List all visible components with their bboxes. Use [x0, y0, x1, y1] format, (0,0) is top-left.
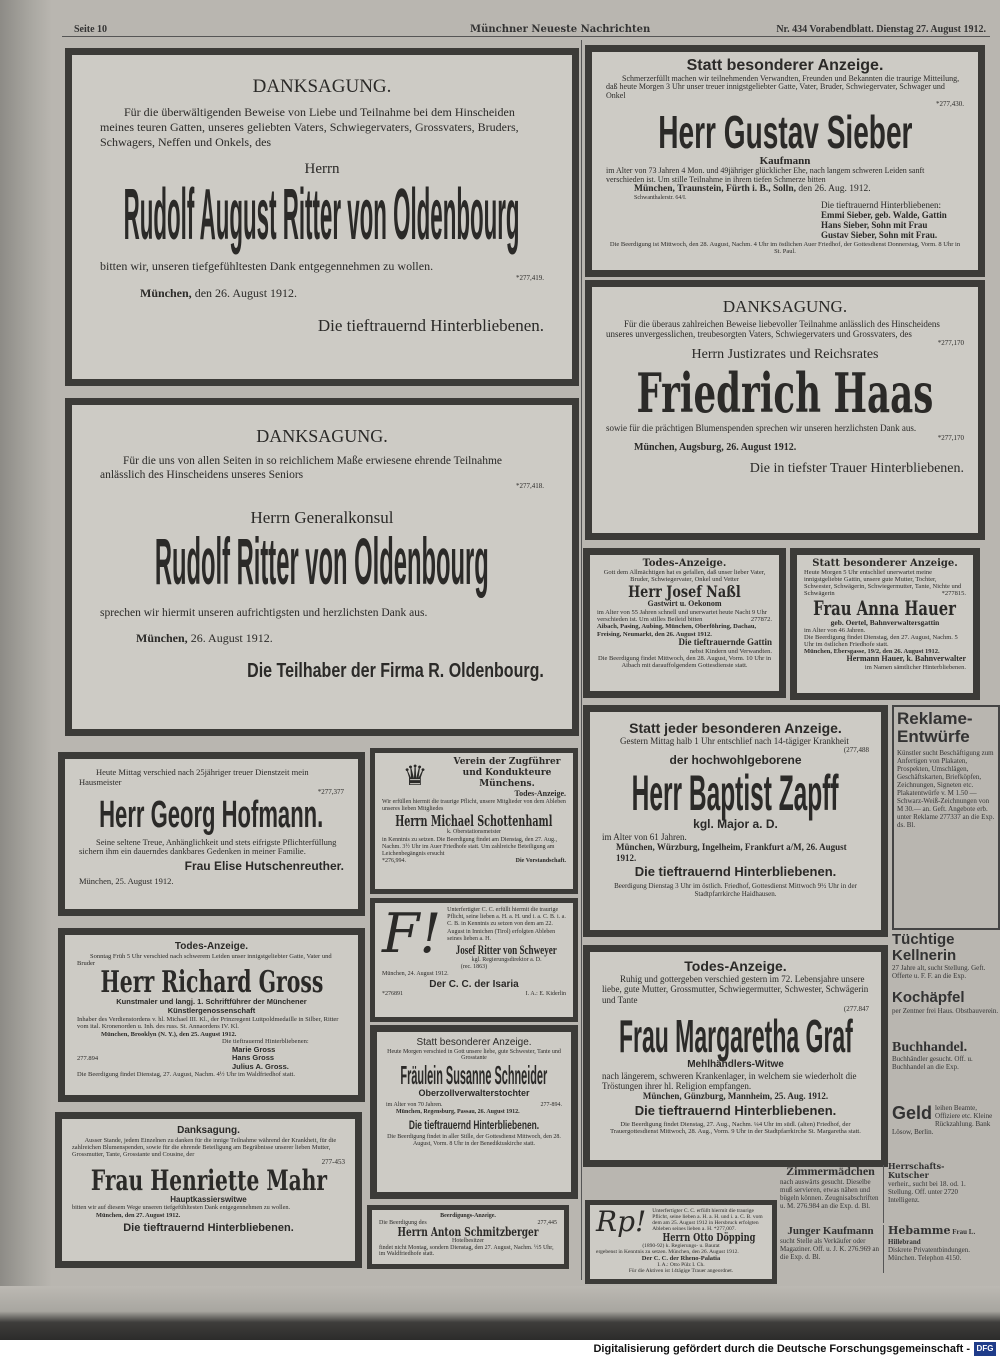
deceased-name: Josef Ritter von Schweyer: [456, 942, 558, 958]
deceased-name: Herrn Michael Schottenhaml: [395, 811, 553, 830]
classified-zimmermaedchen: [780, 1165, 884, 1223]
classified-text: leihen Beamte, Offiziere etc. Kleine Rückzahlung. Bank Lösow, Berlin.: [892, 1104, 993, 1137]
notice-text-2: nach längerem, schweren Krankenlager, in welchem sie wiederholt die Tröstungen ihrer hl. Religion empfangen.: [602, 1070, 857, 1092]
notice-hauer: [790, 548, 980, 700]
classified-title: Tüchtige Kellnerin: [892, 931, 957, 964]
place-date: München, Augsburg, 26. August 1912.: [634, 441, 797, 453]
thanks-text: bitten wir auf diesem Wege unseren tiefgefühltesten Dank entgegennehmen zu wollen.: [72, 1204, 291, 1212]
thanks-text: bitten wir, unseren tiefgefühltesten Dank entgegennehmen zu wollen.: [100, 258, 434, 273]
reference-number: 277,445: [537, 1219, 557, 1226]
notice-text: Heute Morgen verschied in Gott unsere liebe, gute Schwester, Tante und Grosstante: [387, 1048, 561, 1062]
header-rule: [62, 36, 990, 37]
honorific: Herrn Justizrates und Reichsrates: [691, 347, 879, 363]
funeral-info: Die Beerdigung findet Dienstag, den 27. August, Nachm. 5 Uhr im östlichen Friedhofe statt.: [804, 633, 958, 649]
notice-title: Todes-Anzeige.: [174, 941, 249, 952]
places: München, Günzburg, Mannheim, 25. Aug. 1912.: [642, 1091, 829, 1102]
notice-gross: [58, 928, 365, 1102]
notice-title: DANKSAGUNG.: [722, 297, 848, 316]
places: München, Brooklyn (N. Y.), den 25. August 1912.: [101, 1030, 237, 1038]
signature-heading: Die tieftrauernd Hinterbliebenen:: [222, 1038, 309, 1046]
notice-schmitzberger: [367, 1205, 569, 1269]
honorific: der hochwohlgeborene: [669, 753, 802, 768]
notice-text: Die Beerdigung des: [379, 1219, 427, 1226]
notice-title: Statt besonderer Anzeige.: [686, 57, 884, 74]
classified-text: Künstler sucht Beschäftigung zum Anfertigen von Plakaten, Prospekten, Umschlägen, Geschäftskarten, Briefköpfen, Zeichnungen, Signeten etc. Plakatentwürfe v. M 1.50 — Schwarz-Weiß-Zeichnungen von M 30.— an. Geft. Angebote erb. unter Reklame 277337 an die Exp. ds. Bl.: [897, 748, 995, 830]
classified-title: Buchhandel.: [892, 1040, 968, 1055]
notice-text: Gestern Mittag halb 1 Uhr entschlief nach 14-tägiger Krankheit: [620, 736, 849, 747]
deceased-name: Friedrich Haas: [636, 361, 934, 426]
age: im Alter von 61 Jahren.: [602, 832, 687, 843]
classified-title: Hebamme: [888, 1224, 951, 1237]
reference-number: (277.847: [843, 1005, 869, 1014]
signature-2: I. A.: Otto Pülz I. Ch.: [657, 1262, 705, 1269]
place-date: München, den 27. August 1912.: [96, 1211, 181, 1219]
notice-title: Todes-Anzeige.: [514, 789, 566, 799]
signature: Die Teilhaber der Firma R. Oldenbourg.: [247, 659, 544, 682]
funeral-info: Die Beerdigung findet Mittwoch, den 28. August, Vorm. 10 Uhr in Aibach mit darauffolgendem Gottesdienste statt.: [597, 654, 772, 669]
places: München, Würzburg, Ingelheim, Frankfurt a/M, 26. August 1912.: [616, 842, 847, 863]
notice-text: Ruhig und gottergeben verschied gestern im 72. Lebensjahre unsere liebe, gute Mutter, Grossmutter, Schwiegermutter, Schwester, Schwägerin und Tante: [602, 974, 869, 1005]
occupation: kgl. Regierungsdirektor a. D.: [471, 956, 542, 963]
reference-number: *277,170: [937, 339, 964, 348]
deceased-name: Herrn Otto Döpping: [662, 1231, 756, 1245]
notice-zapff: [583, 705, 888, 937]
classified-text: nach auswärts gesucht. Dieselbe muß servieren, etwas nähen und bügeln können. Zeugnisabschriften u. M. 276.984 an die Exp. d. Bl.: [780, 1178, 879, 1211]
signature: Die tieftrauernde Gattin: [678, 636, 772, 647]
reference-number: 277872.: [750, 616, 772, 624]
funeral-info: Die Beerdigung findet in aller Stille, der Gottesdienst Mittwoch, den 28. August, Vorm. 8 Uhr in der Benediktuskirche statt.: [387, 1134, 561, 1148]
signature: Frau Elise Hutschenreuther.: [184, 859, 344, 874]
deceased-name: Herr Georg Hofmann.: [99, 793, 324, 836]
signature: Die tieftrauernd Hinterbliebenen.: [634, 864, 837, 880]
signature-2: im Namen sämtlicher Hinterbliebenen.: [864, 664, 966, 672]
thanks-text: sprechen wir hiermit unseren aufrichtigsten und herzlichsten Dank aus.: [100, 607, 428, 620]
address: Schwanthalerstr. 64/I.: [634, 194, 687, 201]
place: München,: [140, 286, 192, 301]
notice-schweyer: [370, 898, 578, 1022]
honorific: Herrn Generalkonsul: [250, 508, 394, 527]
signature: Die tieftrauernd Hinterbliebenen.: [123, 1221, 294, 1234]
deceased-name: Frau Anna Hauer: [813, 596, 957, 621]
place-date: München, den 26. August 1912.: [668, 1249, 739, 1256]
place-date: München, 25. August 1912.: [79, 875, 174, 886]
notice-text: Ausser Stande, jedem Einzelnen zu danken für die innige Teilnahme während der Krankheit, für die zahlreichen Blumenspenden, sowie für die ehrende Beteiligung am Begräbnisse unserer lieben Mutter, Grossmutter, Tante, Grosstante und Cousine, der: [72, 1136, 337, 1158]
reference-number: *277815.: [941, 590, 966, 598]
column-divider: [581, 40, 582, 1280]
signatory: Julius A. Gross.: [232, 1061, 289, 1071]
dfg-logo: DFG: [974, 1342, 996, 1356]
reference-number: *277,170: [937, 433, 964, 442]
notice-oldenbourg-rudolf: [65, 398, 579, 736]
occupation: Gastwirt u. Oekonom: [647, 599, 722, 609]
signature: Der C. C. der Rheno-Palatia: [641, 1255, 721, 1263]
classified-title: Reklame-Entwürfe: [897, 709, 973, 746]
issue-info: Nr. 434 Vorabendblatt. Dienstag 27. August 1912.: [776, 24, 986, 35]
classified-geld: [892, 1104, 1000, 1160]
reference-number: *276891: [382, 990, 403, 997]
notice-title: Danksagung.: [177, 1125, 240, 1136]
notice-text: Unterfertigter C. C. erfüllt hiermit die traurige Pflicht, seine lieben a. H. a. H. und i. a. C. B. vom dem am 25. August 1912 in Hersbruck erfolgten Ableben seines lieben a. H.: [652, 1208, 763, 1233]
occupation: k. Oberstationsmeister: [447, 829, 501, 836]
notice-schottenhaml: [370, 748, 578, 894]
page-bottom-shadow: [0, 1286, 1000, 1342]
fraternity-cipher-emblem: Rp!: [596, 1205, 647, 1238]
classified-kutscher: [888, 1162, 976, 1222]
notice-sieber: [585, 45, 985, 277]
classified-reklame: [892, 705, 1000, 930]
place-date: München, Ebersgasse, 19/2, den 26. August 1912.: [804, 648, 940, 656]
notice-title: DANKSAGUNG.: [252, 76, 392, 97]
occupation: Kaufmann: [759, 154, 811, 167]
classified-text: 27 Jahre alt, sucht Stellung. Geft. Offerte u. F. F. an die Exp.: [892, 963, 986, 980]
funeral-info: Die Beerdigung ist Mittwoch, den 28. August, Nachm. 4 Uhr im östlichen Auer Friedhof, der Gottesdienst Donnerstag, Vorm. 8 Uhr in St. Paul.: [609, 240, 961, 256]
notice-doepping: [585, 1200, 777, 1284]
reference-number: (277,488: [843, 746, 869, 755]
reference-number: *277,430.: [936, 99, 964, 108]
notice-nassl: [583, 548, 786, 698]
deceased-name: Herrn Anton Schmitzberger: [397, 1225, 539, 1240]
notice-text-2: im Alter von 73 Jahren 4 Mon. und 49jähriger glücklicher Ehe, nach langem schweren Leiden sanft verschieden ist. Um stille Teilnahme in ihrem tiefen Schmerze bitten: [606, 165, 925, 184]
funeral-info: Die Beerdigung findet Dienstag, 27. August, Nachm. 4½ Uhr im Waldfriedhof statt.: [77, 1071, 295, 1079]
signature-2: I. A.: E. Kiderlin: [525, 990, 566, 997]
occupation: Hauptkassierswitwe: [170, 1195, 247, 1205]
date: den 26. Aug. 1912.: [798, 184, 871, 195]
signatory: Hans Sieber, Sohn mit Frau: [821, 220, 928, 231]
age: im Alter von 46 Jahren.: [804, 626, 866, 634]
notice-text-2: in Kenntnis zu setzen. Die Beerdigung findet am Dienstag, den 27. Aug., Nachm. 3½ Uhr im Auer Friedhofe statt. Um zahlreiche Beteiligung am Leichenbegängnis ersucht: [382, 836, 557, 857]
classified-title: Junger Kaufmann: [787, 1225, 874, 1237]
notice-title: Beerdigungs-Anzeige.: [440, 1213, 496, 1219]
place-date: München, 24. August 1912.: [382, 971, 449, 978]
signature: Die tieftrauernd Hinterbliebenen.: [634, 1102, 837, 1118]
deceased-name: Herr Baptist Zapff: [632, 765, 839, 822]
signature: Die tieftrauernd Hinterbliebenen.: [317, 316, 544, 336]
funeral-info: Beerdigung Dienstag 3 Uhr im östlich. Friedhof, Gottesdienst Mittwoch 9½ Uhr in der Stadtpfarrkirche Haidhausen.: [614, 882, 857, 899]
notice-text: Gott dem Allmächtigen hat es gefallen, daß unser lieber Vater, Bruder, Schwiegervater, Onkel und Vetter: [603, 569, 766, 584]
occupation: geb. Oertel, Bahnverwaltersgattin: [830, 617, 940, 627]
classified-title: Herrschafts-Kutscher: [888, 1161, 945, 1181]
signature: Der C. C. der Isaria: [429, 978, 519, 990]
funding-credit: Digitalisierung gefördert durch die Deutsche Forschungsgemeinschaft -: [593, 1343, 970, 1355]
signatory: Gustav Sieber, Sohn mit Frau.: [821, 230, 938, 241]
notice-text: Heute Mittag verschied nach 25jähriger treuer Dienstzeit mein Hausmeister: [79, 767, 309, 787]
notice-text: Für die uns von allen Seiten in so reichlichem Maße erwiesene ehrende Teilnahme anlässlich des Hinscheidens unseres Seniors: [100, 454, 503, 481]
notice-title: Todes-Anzeige.: [642, 558, 727, 569]
fraternity-cipher-emblem: F!: [382, 902, 442, 965]
signature: Die tieftrauernd Hinterbliebenen.: [408, 1117, 540, 1132]
reference-number: 277.894: [77, 1054, 99, 1062]
classified-buchhandel: [892, 1040, 1000, 1102]
occupation: Kunstmaler und langj. 1. Schriftführer der Münchener Künstlergenossenschaft: [116, 997, 307, 1016]
classified-title: Geld: [892, 1103, 933, 1123]
date: den 26. August 1912.: [194, 286, 298, 301]
deceased-name: Rudolf August Ritter von Oldenbourg: [124, 174, 520, 255]
classified-text: sucht Stelle als Verkäufer oder Magaziner. Off. u. J. K. 276.969 an die Exp. d. Bl.: [780, 1237, 880, 1262]
notice-text-2: Inhaber des Verdienstordens v. hl. Michael III. Kl., der Prinzregent Luitpoldmedaille in Silber, Ritter vom ital. Kronenorden u. Inh. des russ. St. Annaordens IV. Kl.: [77, 1015, 339, 1031]
classified-junger-kaufmann: [780, 1225, 884, 1273]
signature: Die in tiefster Trauer Hinterbliebenen.: [749, 461, 964, 477]
age: im Alter von 70 Jahren.: [386, 1101, 443, 1108]
deceased-name: Herr Gustav Sieber: [657, 105, 913, 158]
notice-graf: [583, 945, 888, 1167]
notice-text-2: im Alter von 55 Jahren schnell und unerwartet heute Nacht 9 Uhr verschieden ist. Um stilles Beileid bitten: [597, 609, 767, 624]
notice-hofmann: [58, 752, 365, 916]
deceased-name: Fräulein Susanne Schneider: [400, 1060, 548, 1091]
newspaper-title: Münchner Neueste Nachrichten: [470, 24, 651, 35]
deceased-name: Frau Margaretha Graf: [618, 1010, 853, 1063]
notice-text-2: Seine seltene Treue, Anhänglichkeit und stets eifrigste Pflichterfüllung sichern ihm ein dauerndes dankbares Gedenken in meiner Familie.: [79, 836, 337, 857]
signature-heading: Die tieftrauernd Hinterbliebenen:: [821, 200, 941, 211]
reference-number: *277,418.: [516, 482, 544, 491]
place: München,: [136, 630, 188, 645]
notice-text: Schmerzerfüllt machen wir teilnehmenden Verwandten, Freunden und Bekannten die traurige Mitteilung, daß heute Morgen 3 Uhr unser treuer innigstgeliebter Gatte, Vater, Bruder, Schwiegervater, Schwager und Onkel: [606, 73, 960, 101]
classified-kochaepfel: [892, 990, 1000, 1038]
crown-emblem-icon: ♛: [402, 761, 428, 792]
classified-title: Kochäpfel: [892, 989, 965, 1006]
classified-text: verheir., sucht bei 18. od. 1. Stellung. Off. unter 2720 Intelligenz.: [888, 1180, 966, 1205]
notice-schneider: [370, 1025, 578, 1199]
reference-number: *277,007.: [713, 1226, 736, 1233]
places: München, Regensburg, Passau, 26. August 1912.: [396, 1108, 520, 1115]
notice-title: Todes-Anzeige.: [684, 958, 787, 974]
reference-number: *277,377: [317, 787, 344, 796]
reference-number: 277-894.: [540, 1101, 562, 1108]
notice-text: Für die überaus zahlreichen Beweise liebevoller Teilnahme anlässlich des Hinscheidens unseres unvergesslichen, treubesorgten Vaters, Schwiegervaters und Grossvaters, des: [606, 318, 940, 339]
classified-subtitle: Frau L. Hillebrand: [888, 1228, 976, 1246]
signature: Hermann Hauer, k. Bahnverwalter: [846, 654, 966, 664]
places: Aibach, Pasing, Aubing, München, Oberföhring, Dachau, Freising, Neumarkt, den 26. August 1912.: [597, 623, 757, 638]
notice-note: Für die Aktiven ist 14tägige Trauer angeordnet.: [628, 1268, 734, 1275]
classified-hebamme: [888, 1225, 976, 1277]
reference-number: 277-453: [321, 1158, 345, 1167]
funeral-info: findet nicht Montag, sondern Dienstag, den 27. August, Nachm. ½5 Uhr, im Waldfriedhofe statt.: [379, 1244, 554, 1258]
page-number: Seite 10: [74, 24, 108, 35]
page-edge-shadow: [0, 0, 52, 1300]
notice-title: Statt jeder besonderen Anzeige.: [629, 720, 842, 736]
classified-text: per Zentner frei Haus. Obstbauverein.: [892, 1006, 999, 1015]
notice-text-2: ergebenst in Kenntnis zu setzen.: [596, 1249, 667, 1256]
reference-number: *277,419.: [516, 273, 544, 282]
occupation: Hotelbesitzer: [452, 1238, 484, 1245]
notice-title: Statt besonderer Anzeige.: [812, 558, 958, 569]
notice-haas: [585, 280, 985, 540]
date: 26. August 1912.: [190, 630, 273, 645]
classified-text: Diskrete Privatentbindungen. München. Telephon 4150.: [888, 1245, 971, 1262]
organization: Verein der Zugführer und Kondukteure Münchens.: [453, 757, 561, 789]
notice-text: Sonntag Früh 5 Uhr verschied nach schwerem Leiden unser innigstgeliebter Gatte, Vater und Bruder: [77, 952, 332, 967]
notice-text: Für die überwältigenden Beweise von Liebe und Teilnahme bei dem Hinscheiden meines teuren Gatten, unseres geliebten Vaters, Schwiegervaters, Grossvaters, Bruders, Schwagers, Neffen und Onkels, des: [100, 104, 519, 149]
notice-text: Wir erfüllen hiermit die traurige Pflicht, unsere Mitglieder von dem Ableben unseres lieben Mitgliedes: [382, 798, 566, 813]
deceased-name: Frau Henriette Mahr: [90, 1163, 327, 1197]
deceased-name: Rudolf Ritter von Oldenbourg: [155, 524, 489, 599]
classified-title: Zimmermädchen: [786, 1164, 875, 1178]
reception-year: (rec. 1863): [460, 964, 488, 971]
reference-number: *276,994.: [382, 858, 406, 865]
signatory: Hans Gross: [232, 1053, 275, 1063]
classified-kellnerin: [892, 932, 1000, 988]
occupation: (1890-92) k. Regierungs- u. Baurat: [642, 1243, 720, 1250]
notice-text: Heute Morgen 5 Uhr entschlief unerwartet meine innigstgeliebte Gattin, unsere gute Mutter, Tochter, Schwester, Schwägerin, Schwiegermutter, Tante, Nichte und Schwägerin: [804, 569, 962, 598]
places: München, Traunstein, Fürth i. B., Solln,: [634, 184, 796, 195]
notice-mahr: [55, 1112, 362, 1268]
rank: kgl. Major a. D.: [693, 817, 778, 832]
notice-oldenbourg-august: [65, 48, 579, 386]
notice-text: Unterfertigter C. C. erfüllt hiermit die traurige Pflicht, seine lieben a. H. a. H. und i. a. C. B. i. a. C. B. in Kenntnis zu setzen von dem am 22. August in Innichen (Tirol) erfolgten Ableben seines lieben a. H.: [447, 907, 566, 942]
signature: Die Vorstandschaft.: [515, 858, 566, 865]
thanks-text: sowie für die prächtigen Blumenspenden sprechen wir unseren herzlichsten Dank aus.: [606, 423, 917, 434]
classified-text: Buchhändler gesucht. Off. u. Buchhandel an die Exp.: [892, 1055, 973, 1072]
funeral-info: Die Beerdigung findet Dienstag, 27. Aug., Nachm. ¼4 Uhr im südl. (alten) Friedhof, der Trauergottesdienst Mittwoch, 28. Aug., Vorm. 9 Uhr in der Stadtpfarrkirche St. Margaretha statt.: [610, 1120, 861, 1136]
honorific: Herrn: [304, 160, 340, 177]
signature-2: nebst Kindern und Verwandten.: [689, 647, 772, 655]
notice-title: Statt besonderer Anzeige.: [416, 1037, 532, 1048]
notice-title: DANKSAGUNG.: [256, 426, 388, 446]
deceased-name: Herr Josef Naßl: [628, 581, 741, 601]
occupation: Mehlhändlers-Witwe: [687, 1059, 784, 1071]
signatory: Marie Gross: [232, 1044, 276, 1054]
occupation: Oberzollverwalterstochter: [418, 1088, 530, 1099]
deceased-name: Herr Richard Gross: [100, 964, 323, 1000]
signatory: Emmi Sieber, geb. Walde, Gattin: [821, 210, 947, 221]
